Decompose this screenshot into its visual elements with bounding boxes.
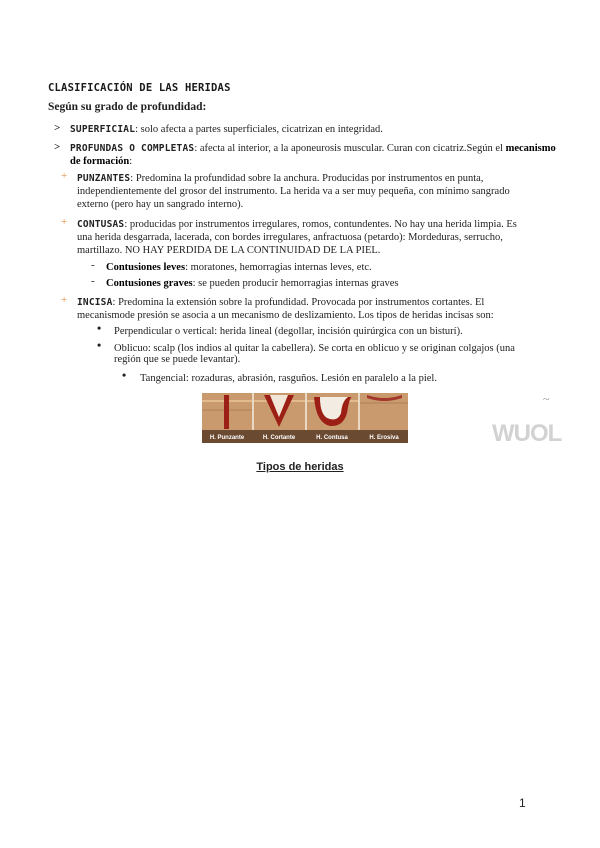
item-bold-text: mecanismo xyxy=(505,143,556,154)
incisa-type: Tangencial: rozaduras, abrasión, rasguños. Lesión en paralelo a la piel. xyxy=(140,373,437,384)
item-text: : afecta al interior, a la aponeurosis muscular. Curan con cicatriz.Según el xyxy=(194,143,506,154)
text: : Predomina la extensión sobre la profundidad. Provocada por instrumentos cortantes. El xyxy=(112,297,485,308)
term-superficial: SUPERFICIAL xyxy=(70,124,136,135)
item-text: : solo afecta a partes superficiales, cicatrizan en integridad. xyxy=(135,124,383,135)
item-bold-text: Contusiones graves xyxy=(106,278,193,289)
punzantes-line2: independientemente del grosor del instrumento. La herida va a ser muy pequeña, con mínimo sangrado xyxy=(77,186,510,197)
contusas-line1 xyxy=(77,218,551,231)
watermark-logo: WUOL xyxy=(492,420,562,447)
squiggle-mark-icon: ~ xyxy=(543,392,550,406)
item-bold-text: de formación xyxy=(70,156,130,167)
figure-label: H. Contusa xyxy=(316,435,348,441)
contusion-grave xyxy=(106,277,398,290)
subtitle: Según su grado de profundidad: xyxy=(48,101,207,113)
contusas-line3: martillazo. NO HAY PERDIDA DE LA CONTINUIDAD DE LA PIEL. xyxy=(77,245,381,256)
wound-types-illustration xyxy=(202,393,408,443)
incisa-type: Oblicuo: scalp (los indios al quitar la cabellera). Se corta en oblicuo y se originan colgajos (una xyxy=(114,343,515,354)
list-item xyxy=(70,123,570,136)
term-contusas: CONTUSAS xyxy=(77,219,125,230)
contusion-leve xyxy=(106,261,372,274)
section-title: CLASIFICACIÓN DE LAS HERIDAS xyxy=(48,82,231,94)
term-punzantes: PUNZANTES xyxy=(77,173,131,184)
figure-label: H. Erosiva xyxy=(369,435,399,441)
page-number: 1 xyxy=(519,796,526,810)
dot-bullet: • xyxy=(97,338,102,352)
plus-bullet-icon: + xyxy=(61,170,68,182)
plus-bullet-icon: + xyxy=(61,216,68,228)
term-incisa: INCISA xyxy=(77,297,113,308)
incisa-line2: mecanismode presión se asocia a un mecanismo de deslizamiento. Los tipos de heridas incisas son: xyxy=(77,310,494,321)
dot-bullet: • xyxy=(122,368,127,382)
figure-caption: Tipos de heridas xyxy=(256,461,344,473)
item-text: : se pueden producir hemorragias internas graves xyxy=(192,278,399,289)
dash-bullet: - xyxy=(91,259,95,271)
item-text: : xyxy=(129,156,133,167)
contusas-line2: una herida desgarrada, lacerada, con bordes irregulares, anfractuosa (petardo): Mordeduras, serrucho, xyxy=(77,232,503,243)
chevron-bullet-icon: > xyxy=(54,141,61,153)
item-text: : moratones, hemorragias internas leves, etc. xyxy=(185,262,372,273)
list-item-cont xyxy=(70,155,132,168)
dot-bullet: • xyxy=(97,321,102,335)
list-item xyxy=(70,142,570,155)
incisa-line1 xyxy=(77,296,551,309)
chevron-bullet-icon: > xyxy=(54,122,61,134)
punzantes-line1 xyxy=(77,172,551,185)
figure-label: H. Punzante xyxy=(209,435,245,441)
item-bold-text: Contusiones leves xyxy=(106,262,186,273)
plus-bullet-icon: + xyxy=(61,294,68,306)
term-profundas: PROFUNDAS O COMPLETAS xyxy=(70,143,195,154)
incisa-type-cont: región que se puede levantar). xyxy=(114,354,241,365)
text: : producidas por instrumentos irregulares, romos, contundentes. No hay una herida limpia. Es xyxy=(124,219,517,230)
figure-label: H. Cortante xyxy=(262,435,296,441)
text: : Predomina la profundidad sobre la anchura. Producidas por instrumentos en punta, xyxy=(130,173,484,184)
dash-bullet: - xyxy=(91,275,95,287)
punzantes-line3: externo (pero hay un sangrado interno). xyxy=(77,199,244,210)
incisa-type: Perpendicular o vertical: herida lineal (degollar, incisión quirúrgica con un bisturí). xyxy=(114,326,463,337)
